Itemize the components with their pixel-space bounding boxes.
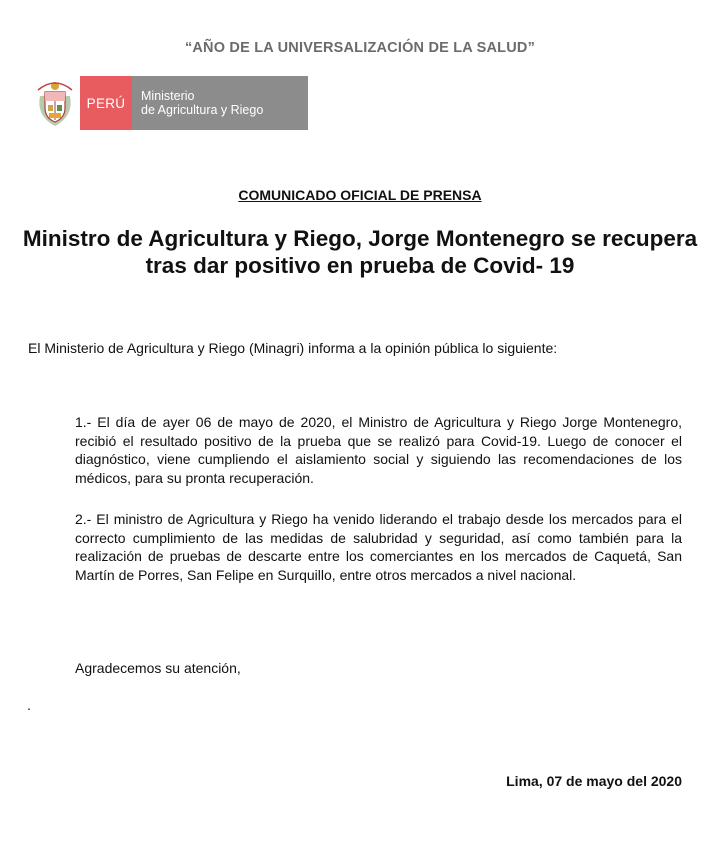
closing-line: Agradecemos su atención, bbox=[75, 660, 241, 676]
ministry-name-line2: de Agricultura y Riego bbox=[141, 103, 264, 117]
stray-mark: . bbox=[27, 697, 31, 713]
year-motto: “AÑO DE LA UNIVERSALIZACIÓN DE LA SALUD” bbox=[184, 40, 536, 56]
ministry-name-line1: Ministerio bbox=[141, 89, 195, 103]
ministry-name bbox=[132, 76, 308, 130]
peru-label: PERÚ bbox=[80, 76, 132, 130]
press-release-label: COMUNICADO OFICIAL DE PRENSA bbox=[238, 187, 482, 203]
paragraph-2: 2.- El ministro de Agricultura y Riego ha venido liderando el trabajo desde los mercados para el correcto cumplimiento de las medidas de salubridad y seguridad, así como también para la realización de pruebas de descarte entre los comerciantes en los mercados de Caquetá, San Martín de Porres, San Felipe en Surquillo, entre otros mercados a nivel nacional. bbox=[75, 511, 682, 583]
paragraph-1: 1.- El día de ayer 06 de mayo de 2020, el Ministro de Agricultura y Riego Jorge Montenegro, recibió el resultado positivo de la prueba que se realizó para Covid-19. Luego de conocer el diagnóstico, viene cumpliendo el aislamiento social y siguiendo las recomendaciones de los médicos, para su pronta recuperación. bbox=[75, 414, 682, 486]
intro-paragraph: El Ministerio de Agricultura y Riego (Minagri) informa a la opinión pública lo siguiente: bbox=[28, 340, 558, 356]
ministry-logo bbox=[32, 76, 308, 130]
place-and-date: Lima, 07 de mayo del 2020 bbox=[506, 773, 682, 789]
headline: Ministro de Agricultura y Riego, Jorge Montenegro se recupera tras dar positivo en prueba de Covid- 19 bbox=[22, 226, 698, 278]
peru-coat-of-arms-icon bbox=[32, 76, 78, 130]
